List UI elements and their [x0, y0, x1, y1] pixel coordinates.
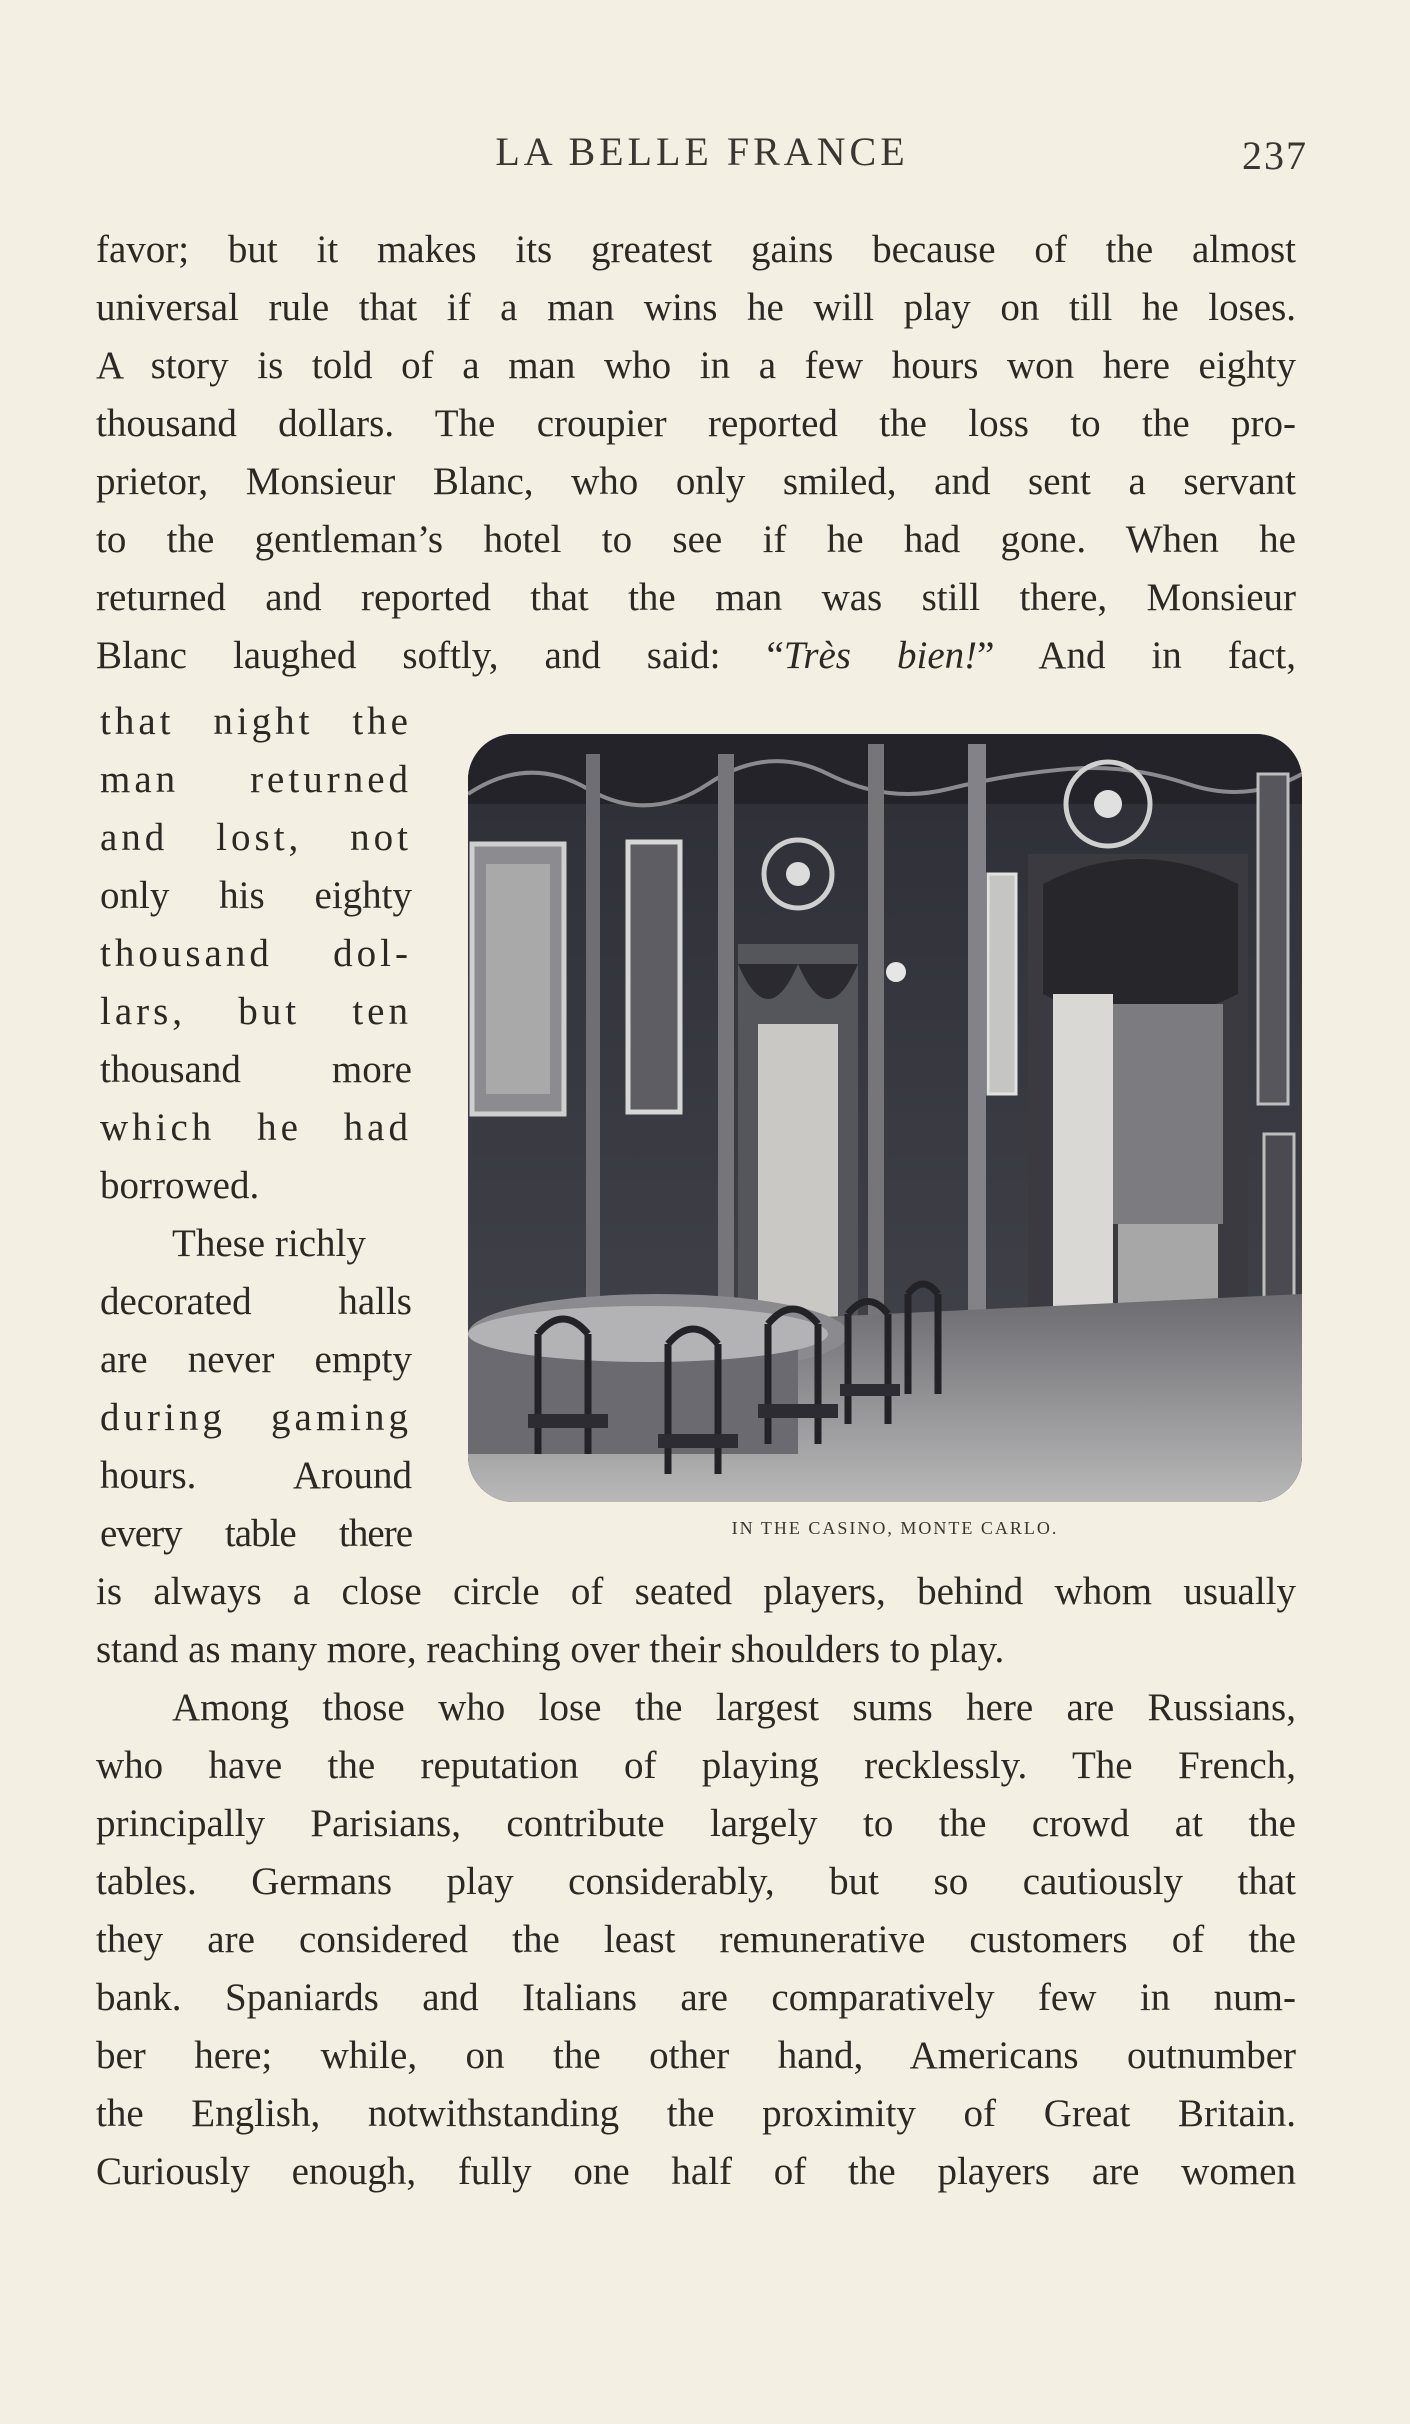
page-header: [96, 128, 1308, 188]
text-line: hours. Around: [100, 1454, 412, 1497]
text-segment: ” And in fact,: [977, 634, 1296, 677]
text-line: who have the reputation of playing recklessly. The French,: [96, 1744, 1296, 1787]
text-line: stand as many more, reaching over their shoulders to play.: [96, 1628, 1005, 1671]
text-line: universal rule that if a man wins he will play on till he loses.: [96, 286, 1296, 329]
text-line: principally Parisians, contribute largely to the crowd at the: [96, 1802, 1296, 1845]
text-line: prietor, Monsieur Blanc, who only smiled, and sent a servant: [96, 460, 1296, 503]
casino-interior-illustration: [468, 734, 1302, 1502]
text-line: every table there: [100, 1512, 412, 1555]
paragraph-start-line: Among those who lose the largest sums here are Russians,: [172, 1686, 1296, 1729]
text-line-with-quote: [96, 632, 1296, 680]
text-line: lars, but ten: [100, 990, 412, 1033]
casino-photograph: [468, 734, 1302, 1502]
text-line: ber here; while, on the other hand, Americans outnumber: [96, 2034, 1296, 2077]
text-line: thousand dol-: [100, 932, 412, 975]
text-line: favor; but it makes its greatest gains because of the almost: [96, 228, 1296, 271]
text-line: tables. Germans play considerably, but so cautiously that: [96, 1860, 1296, 1903]
text-line: decorated halls: [100, 1280, 412, 1323]
text-line: man returned: [100, 758, 412, 801]
text-line: which he had: [100, 1106, 412, 1149]
text-line: borrowed.: [100, 1164, 260, 1207]
text-line: that night the: [100, 700, 412, 743]
figure-caption: IN THE CASINO, MONTE CARLO.: [731, 1518, 1059, 1538]
text-line: to the gentleman’s hotel to see if he had gone. When he: [96, 518, 1296, 561]
text-line: only his eighty: [100, 874, 412, 917]
text-line: they are considered the least remunerative customers of the: [96, 1918, 1296, 1961]
text-line: the English, notwithstanding the proximity of Great Britain.: [96, 2092, 1296, 2135]
text-line: returned and reported that the man was still there, Monsieur: [96, 576, 1296, 619]
running-head: LA BELLE FRANCE: [495, 129, 909, 174]
page-number: 237: [1242, 133, 1308, 178]
text-line: Curiously enough, fully one half of the players are women: [96, 2150, 1296, 2193]
text-line: are never empty: [100, 1338, 412, 1381]
text-line: bank. Spaniards and Italians are comparatively few in num-: [96, 1976, 1296, 2019]
paragraph-start-line: These richly: [172, 1222, 366, 1265]
text-line: is always a close circle of seated players, behind whom usually: [96, 1570, 1296, 1613]
text-segment: Blanc laughed softly, and said: “: [96, 634, 784, 677]
text-line: A story is told of a man who in a few hours won here eighty: [96, 344, 1296, 387]
text-line: and lost, not: [100, 816, 412, 859]
italic-quote: Très bien!: [783, 634, 978, 677]
text-line: thousand dollars. The croupier reported the loss to the pro-: [96, 402, 1296, 445]
text-line: during gaming: [100, 1396, 412, 1439]
text-line: thousand more: [100, 1048, 412, 1091]
